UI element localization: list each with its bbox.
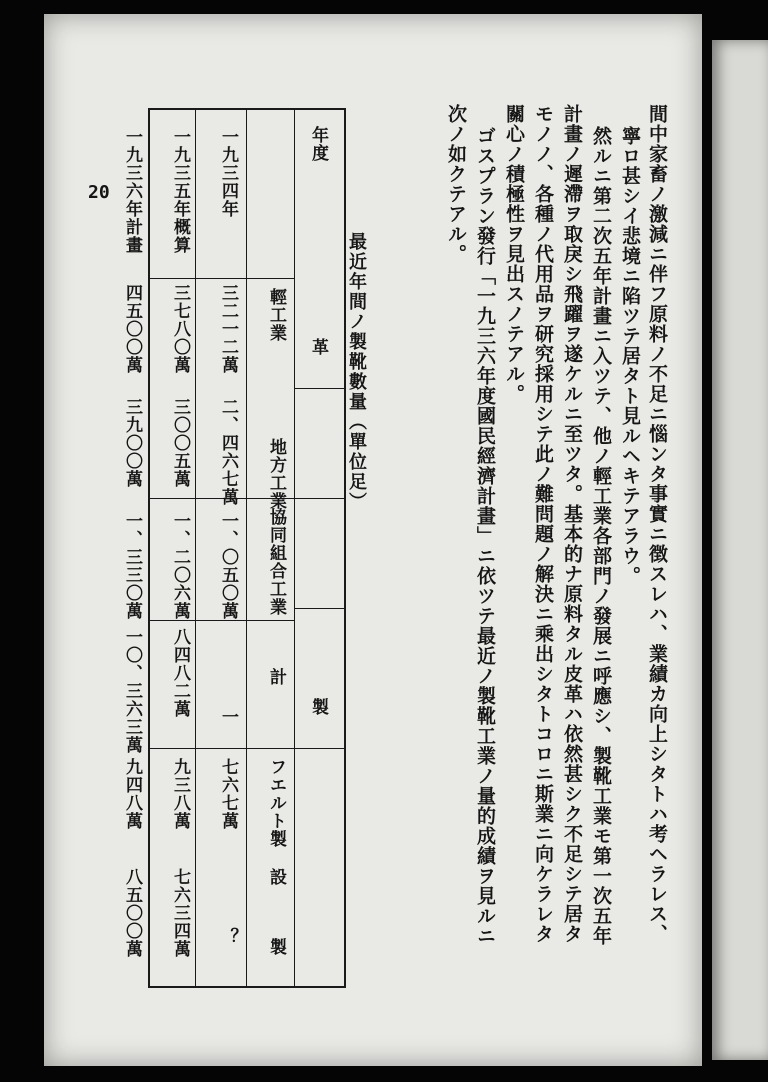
body-text-line: 寧ロ甚シイ悲境ニ陷ツテ居タト見ルヘキテアラウ。 xyxy=(619,126,641,586)
row-local: 三〇〇五萬 xyxy=(170,398,190,488)
row-year: 一九三六年計畫 xyxy=(122,128,142,254)
header-year: 年度 xyxy=(308,126,328,162)
row-year: 一九三五年概算 xyxy=(170,128,190,254)
row-felt2: ？ xyxy=(218,928,238,946)
row-local: 二、四六七萬 xyxy=(218,398,238,506)
row-year: 一九三四年 xyxy=(218,128,238,218)
row-felt1: 七六七萬 xyxy=(218,758,238,830)
body-text-line: 然ルニ第二次五年計畫ニ入ツテ、他ノ輕工業各部門ノ發展ニ呼應シ、製靴工業モ第一次五年 xyxy=(590,126,612,946)
row-light: 三二一二萬 xyxy=(218,284,238,374)
header-total: 計 xyxy=(266,668,286,686)
header-felt: フエルト製 xyxy=(266,758,286,848)
header-felt-sub2: 製 xyxy=(266,938,286,956)
page-number: 20 xyxy=(88,182,110,203)
row-felt1: 九四八萬 xyxy=(122,758,142,830)
row-coop: 一、三三〇萬 xyxy=(122,512,142,620)
adjacent-page-edge xyxy=(712,40,768,1060)
body-text-line: ゴスプラン發行「一九三六年度國民經濟計畫」ニ依ツテ最近ノ製靴工業ノ量的成績ヲ見ルニ xyxy=(474,126,496,946)
header-boots: 製 xyxy=(308,698,328,716)
body-text-line: 間中家畜ノ激減ニ伴フ原料ノ不足ニ惱ンタ事實ニ徴スレハ、業績カ向上シタトハ考ヘラレス、 xyxy=(646,104,668,944)
header-local-industry: 地方工業 xyxy=(266,438,286,510)
row-coop: 一、〇五〇萬 xyxy=(218,512,238,620)
row-felt1: 九三八萬 xyxy=(170,758,190,830)
row-light: 四五〇〇萬 xyxy=(122,284,142,374)
row-light: 三七八〇萬 xyxy=(170,284,190,374)
body-text-line: 關心ノ積極性ヲ見出スノテアル。 xyxy=(503,104,525,404)
row-total: 八四八二萬 xyxy=(170,628,190,718)
row-coop: 一、二〇六萬 xyxy=(170,512,190,620)
row-felt2: 八五〇〇萬 xyxy=(122,868,142,958)
header-leather: 革 xyxy=(308,338,328,356)
header-light-industry: 輕工業 xyxy=(266,288,286,342)
row-total: 一〇、三六三萬 xyxy=(122,628,142,754)
production-table xyxy=(122,108,346,988)
body-text-line: モノノ、各種ノ代用品ヲ研究採用シテ此ノ難問題ノ解決ニ乘出シタトコロニ斯業ニ向ケラレタ xyxy=(532,104,554,944)
row-felt2: 七六三四萬 xyxy=(170,868,190,958)
row-total: 一 xyxy=(218,708,238,726)
row-local: 三九〇〇萬 xyxy=(122,398,142,488)
table-caption: 最近年間ノ製靴數量（單位足） xyxy=(346,232,367,512)
header-coop-industry: 協同組合工業 xyxy=(266,508,286,616)
header-felt-sub: 設 xyxy=(266,868,286,886)
body-text-line: 次ノ如クテアル。 xyxy=(445,104,467,264)
body-text-line: 計畫ノ遲滯ヲ取戾シ飛躍ヲ遂ケルニ至ツタ。基本的ナ原料タル皮革ハ依然甚シク不足シテ居タ xyxy=(561,104,583,944)
